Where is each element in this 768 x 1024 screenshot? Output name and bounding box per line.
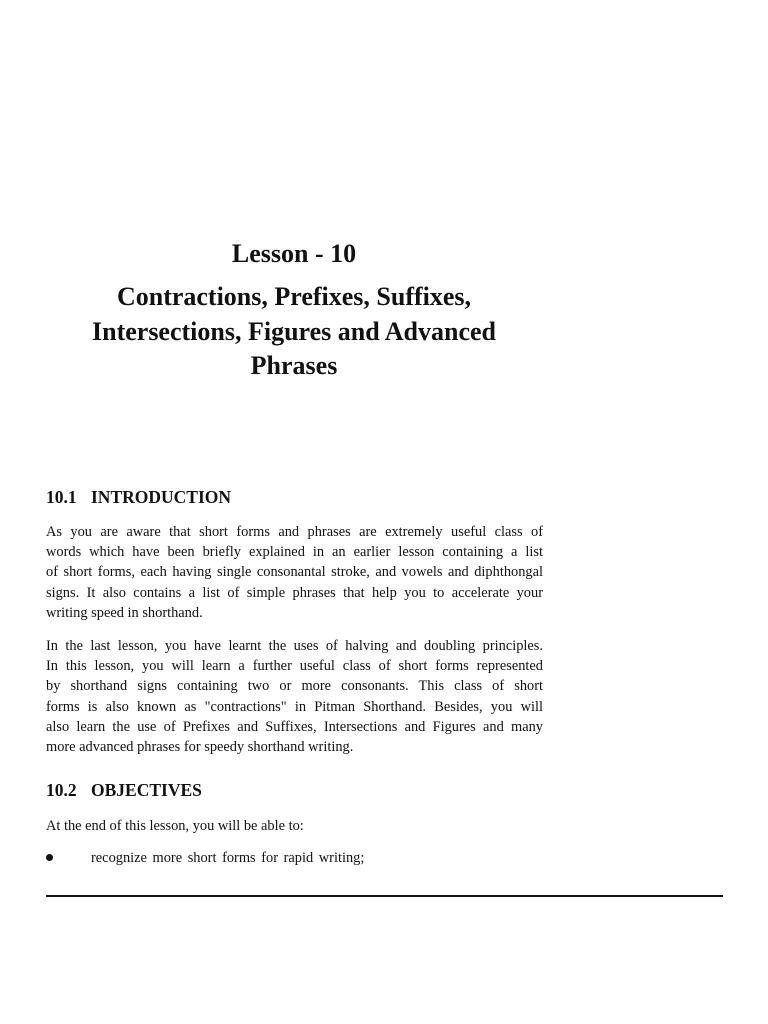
section-number: 10.2 <box>46 780 77 800</box>
paragraph-line: In this lesson, you will learn a further useful class of short forms represented <box>46 658 543 675</box>
paragraph-line: more advanced phrases for speedy shorthand writing. <box>46 739 354 756</box>
paragraph-line: At the end of this lesson, you will be able to: <box>46 818 304 834</box>
objective-text: recognize more short forms for rapid writing; <box>91 850 365 866</box>
section-heading-introduction <box>46 486 231 508</box>
introduction-paragraph-1 <box>46 522 543 623</box>
bullet-icon <box>46 854 53 861</box>
objectives-intro <box>46 816 543 836</box>
section-title: OBJECTIVES <box>91 780 202 800</box>
introduction-paragraph-2 <box>46 636 543 757</box>
lesson-title <box>46 280 542 384</box>
lesson-title-line: Phrases <box>250 351 338 380</box>
paragraph-line: signs. It also contains a list of simple phrases that help you to accelerate your <box>46 584 543 601</box>
section-number: 10.1 <box>46 487 77 507</box>
paragraph-line: of short forms, each having single consonantal stroke, and vowels and diphthongal <box>46 564 543 581</box>
section-heading-objectives <box>46 779 202 801</box>
paragraph-line: As you are aware that short forms and phrases are extremely useful class of <box>46 524 543 540</box>
paragraph-line: forms is also known as "contractions" in Pitman Shorthand. Besides, you will <box>46 698 543 715</box>
footer-divider <box>46 895 723 897</box>
paragraph-line: words which have been briefly explained in an earlier lesson containing a list <box>46 544 543 561</box>
paragraph-line: also learn the use of Prefixes and Suffixes, Intersections and Figures and many <box>46 718 543 735</box>
paragraph-line: writing speed in shorthand. <box>46 604 203 621</box>
lesson-label: Lesson - 10 <box>231 239 357 268</box>
section-title: INTRODUCTION <box>91 487 232 507</box>
lesson-title-line: Intersections, Figures and Advanced <box>92 316 496 346</box>
paragraph-line: In the last lesson, you have learnt the uses of halving and doubling principles. <box>46 638 543 654</box>
paragraph-line: by shorthand signs containing two or more consonants. This class of short <box>46 678 543 695</box>
lesson-title-line: Contractions, Prefixes, Suffixes, <box>116 282 472 311</box>
